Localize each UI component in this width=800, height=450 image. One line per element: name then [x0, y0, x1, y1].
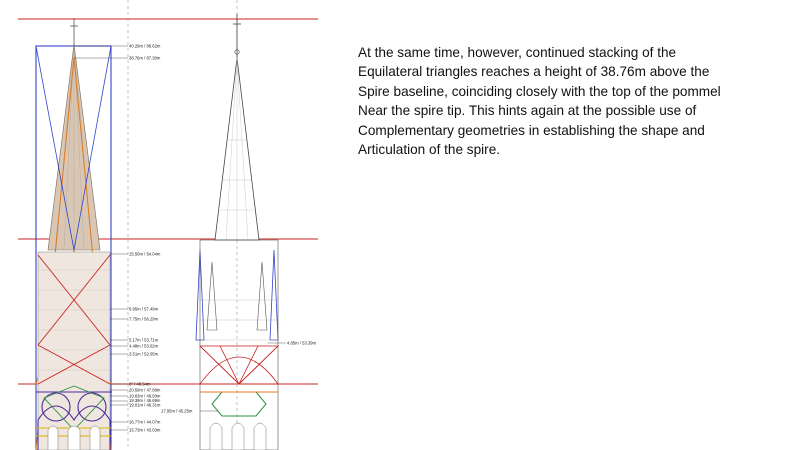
- dimension-label: 38.76m / 87.30m: [129, 55, 161, 61]
- dimension-label: 7.75m / 56.29m: [129, 316, 159, 322]
- caption-line: Articulation of the spire.: [358, 142, 501, 158]
- dimension-label: 19.63m / 46.93m: [129, 393, 161, 399]
- dimension-label: 3.51m / 52.05m: [129, 351, 159, 357]
- dimension-label: 15.73m / 43.03m: [129, 427, 161, 433]
- dimension-label: 20.59m / 47.88m: [129, 387, 161, 393]
- octagon-geometry: [212, 392, 266, 416]
- dimension-label: 8.95m / 57.49m: [129, 306, 159, 312]
- dimension-label: 16.77m / 44.07m: [129, 419, 161, 425]
- dimension-label: 17.95m / 45.25m: [161, 408, 193, 414]
- dimension-label: 19.01m / 46.31m: [129, 402, 161, 408]
- dimension-label: 40.29m / 88.62m: [129, 43, 161, 49]
- caption-line: Complementary geometries in establishing the shape and: [358, 122, 705, 138]
- caption-line: Near the spire tip. This hints again at the possible use of: [358, 103, 697, 119]
- dimension-label: 5.17m / 53.71m: [129, 337, 159, 343]
- caption-line: Equilateral triangles reaches a height of 38.76m above the: [358, 64, 710, 80]
- triangle-fan: [200, 346, 278, 384]
- right-elevation: [161, 14, 317, 450]
- left-elevation: [36, 18, 161, 450]
- slide-caption: [358, 43, 778, 159]
- dimension-label: 4.48m / 53.02m: [129, 343, 159, 349]
- caption-line: At the same time, however, continued stacking of the: [358, 45, 677, 60]
- dimension-label: 0° / 48.54m: [129, 381, 151, 387]
- dimension-label: 19.39m / 46.69m: [129, 398, 161, 403]
- dimension-label: 4.85m / 53.39m: [287, 340, 317, 346]
- caption-line: Spire baseline, coinciding closely with the top of the pommel: [358, 83, 721, 99]
- dimension-label: 15.50m / 64.04m: [129, 251, 161, 257]
- spire-elevation-drawing: [0, 0, 330, 450]
